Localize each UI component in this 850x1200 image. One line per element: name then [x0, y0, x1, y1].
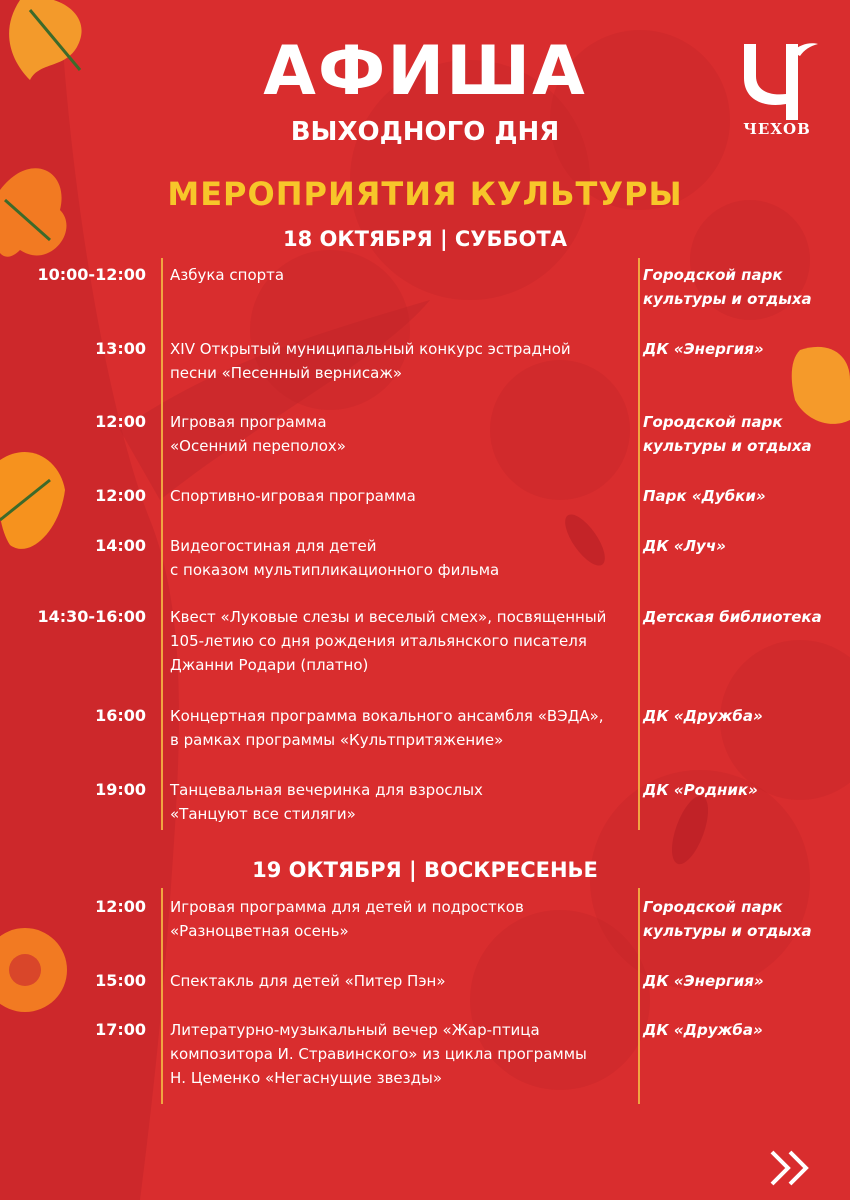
- event-place: [643, 778, 833, 802]
- event-name: [170, 778, 630, 826]
- event-place: [643, 1018, 833, 1042]
- event-place: [643, 534, 833, 558]
- event-place-line: Детская библиотека: [643, 608, 822, 626]
- event-name-line: «Танцуют все стиляги»: [170, 805, 356, 823]
- event-time: 12:00: [95, 412, 146, 431]
- event-name-line: Игровая программа для детей и подростков: [170, 898, 524, 916]
- event-time: 16:00: [95, 706, 146, 725]
- event-name-line: композитора И. Стравинского» из цикла программы: [170, 1045, 587, 1063]
- event-time: 12:00: [95, 486, 146, 505]
- divider: [638, 888, 640, 1104]
- event-name-line: с показом мультипликационного фильма: [170, 561, 500, 579]
- event-name-line: Спектакль для детей «Питер Пэн»: [170, 972, 446, 990]
- next-arrow-icon[interactable]: [768, 1148, 816, 1188]
- event-name-line: Джанни Родари (платно): [170, 656, 369, 674]
- event-name-line: Концертная программа вокального ансамбля «ВЭДА»,: [170, 707, 604, 725]
- event-place: [643, 605, 833, 629]
- event-place-line: культуры и отдыха: [643, 290, 812, 308]
- event-name: [170, 263, 630, 287]
- event-name: [170, 895, 630, 943]
- divider: [161, 258, 163, 830]
- event-place-line: ДК «Дружба»: [643, 707, 763, 725]
- event-place: [643, 484, 833, 508]
- divider: [161, 888, 163, 1104]
- event-name-line: песни «Песенный вернисаж»: [170, 364, 403, 382]
- event-place: [643, 969, 833, 993]
- event-place: [643, 263, 833, 311]
- event-name: [170, 410, 630, 458]
- event-place: [643, 704, 833, 728]
- event-place-line: культуры и отдыха: [643, 437, 812, 455]
- event-time: 15:00: [95, 971, 146, 990]
- event-name-line: Видеогостиная для детей: [170, 537, 377, 555]
- event-name-line: XIV Открытый муниципальный конкурс эстрадной: [170, 340, 571, 358]
- event-place-line: ДК «Дружба»: [643, 1021, 763, 1039]
- event-name-line: Игровая программа: [170, 413, 327, 431]
- event-name-line: «Разноцветная осень»: [170, 922, 349, 940]
- day-heading-2: 19 ОКТЯБРЯ | ВОСКРЕСЕНЬЕ: [252, 858, 598, 882]
- event-place: [643, 410, 833, 458]
- event-name: [170, 484, 630, 508]
- event-name: [170, 605, 630, 677]
- event-time: 10:00-12:00: [37, 265, 146, 284]
- event-place-line: Городской парк: [643, 413, 783, 431]
- event-place-line: Городской парк: [643, 898, 783, 916]
- event-place: [643, 337, 833, 361]
- event-name: [170, 1018, 630, 1090]
- event-time: 14:30-16:00: [37, 607, 146, 626]
- logo-text: ЧЕХОВ: [743, 120, 811, 138]
- event-name-line: 105-летию со дня рождения итальянского писателя: [170, 632, 587, 650]
- event-time: 12:00: [95, 897, 146, 916]
- event-name: [170, 969, 630, 993]
- event-name-line: Квест «Луковые слезы и веселый смех», посвященный: [170, 608, 607, 626]
- event-time: 13:00: [95, 339, 146, 358]
- event-time: 19:00: [95, 780, 146, 799]
- page-subtitle: ВЫХОДНОГО ДНЯ: [290, 117, 560, 147]
- event-place-line: ДК «Энергия»: [643, 340, 764, 358]
- event-name-line: Танцевальная вечеринка для взрослых: [170, 781, 483, 799]
- event-name: [170, 704, 630, 752]
- event-name-line: Литературно-музыкальный вечер «Жар-птица: [170, 1021, 540, 1039]
- page-title: АФИША: [263, 32, 587, 111]
- day-heading-1: 18 ОКТЯБРЯ | СУББОТА: [283, 227, 567, 251]
- event-name-line: Н. Цеменко «Негаснущие звезды»: [170, 1069, 443, 1087]
- event-place-line: ДК «Луч»: [643, 537, 726, 555]
- event-place: [643, 895, 833, 943]
- event-time: 17:00: [95, 1020, 146, 1039]
- event-place-line: Парк «Дубки»: [643, 487, 766, 505]
- event-name-line: Азбука спорта: [170, 266, 285, 284]
- event-name: [170, 534, 630, 582]
- event-name-line: «Осенний переполох»: [170, 437, 346, 455]
- event-name-line: в рамках программы «Культпритяжение»: [170, 731, 504, 749]
- divider: [638, 258, 640, 830]
- section-title: МЕРОПРИЯТИЯ КУЛЬТУРЫ: [167, 175, 683, 213]
- event-place-line: ДК «Родник»: [643, 781, 758, 799]
- event-name-line: Спортивно-игровая программа: [170, 487, 416, 505]
- event-name: [170, 337, 630, 385]
- event-place-line: Городской парк: [643, 266, 783, 284]
- event-place-line: культуры и отдыха: [643, 922, 812, 940]
- event-time: 14:00: [95, 536, 146, 555]
- event-place-line: ДК «Энергия»: [643, 972, 764, 990]
